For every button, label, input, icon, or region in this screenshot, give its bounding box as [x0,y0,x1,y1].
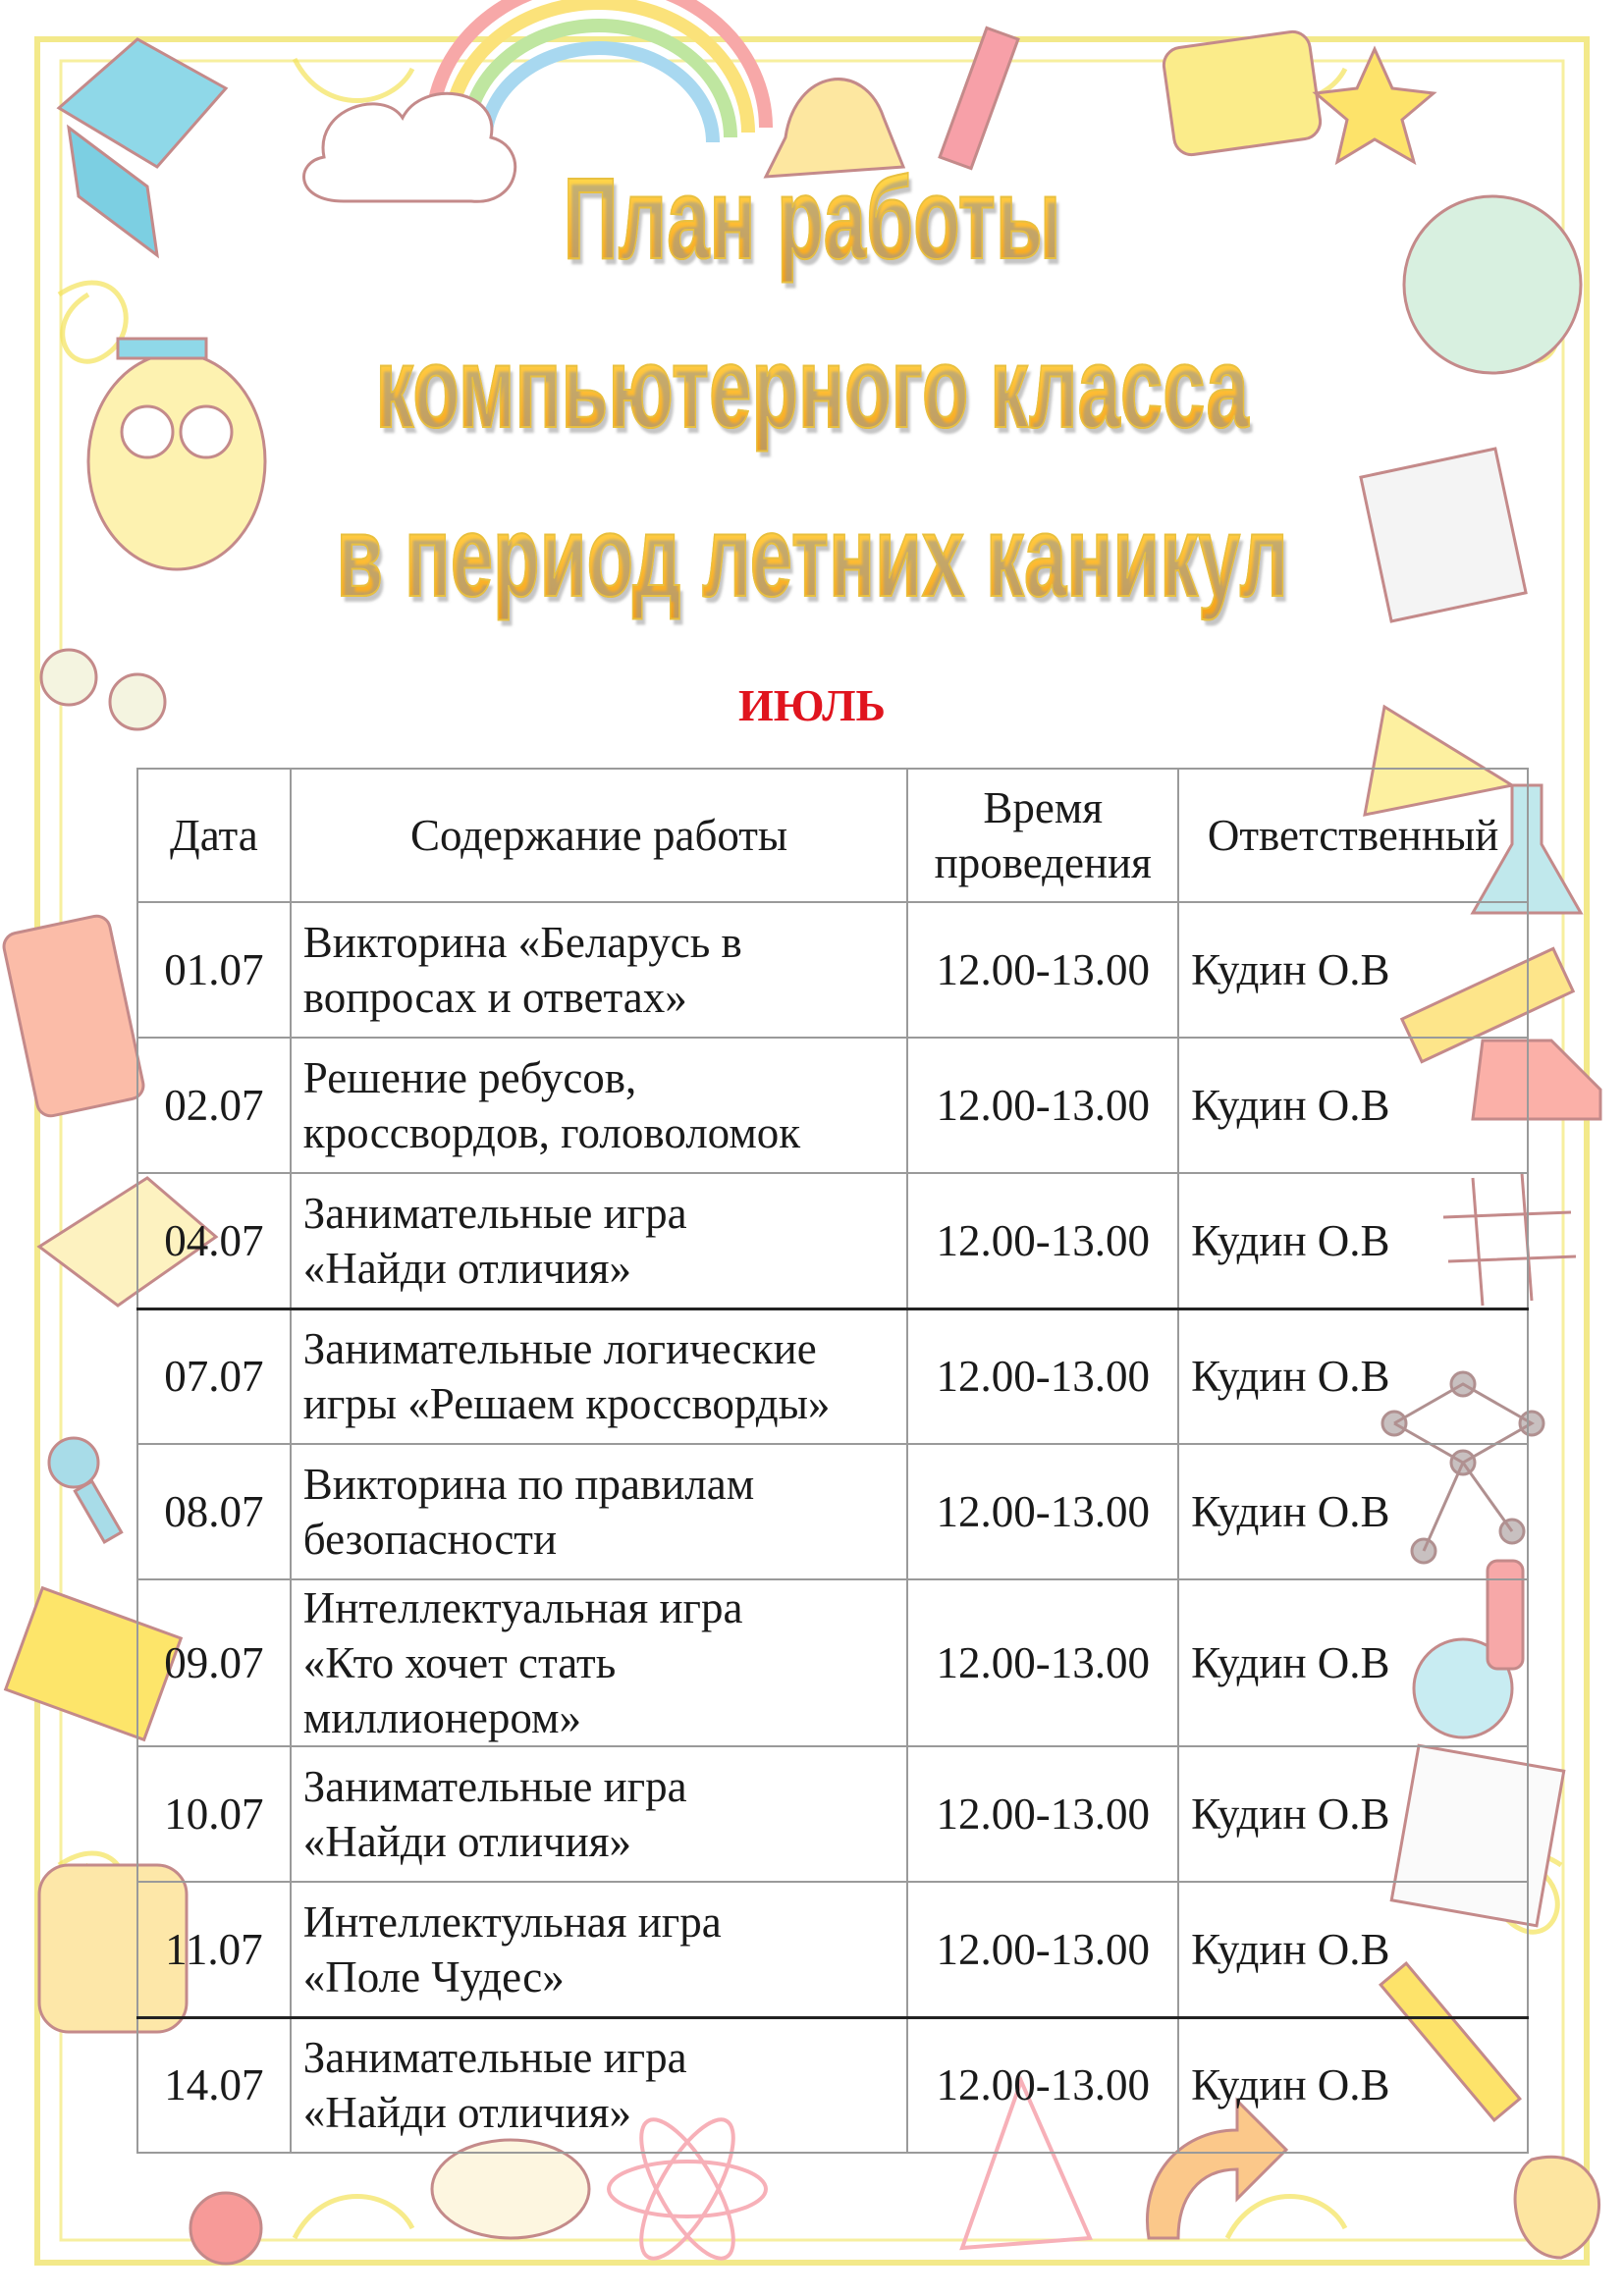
owl-doodle-icon [88,339,265,569]
calculator-doodle-icon [1162,29,1323,157]
row-content-line: Занимательные игра [302,2033,687,2083]
schedule-table [136,768,1529,2154]
page-title-line-1: План работы [276,145,1348,293]
row-time: 12.00-13.00 [907,1579,1178,1746]
row-time: 12.00-13.00 [907,2017,1178,2153]
tablet-doodle-icon [1,914,145,1119]
row-content-line: Интеллектуальная игра [302,1583,743,1632]
row-responsible: Кудин О.В [1178,1444,1528,1579]
row-content [291,902,908,1038]
table-row [137,1444,1528,1579]
row-date: 14.07 [137,2017,291,2153]
row-time: 12.00-13.00 [907,1444,1178,1579]
table-row [137,2017,1528,2153]
row-content-line: «Кто хочет стать [302,1638,617,1687]
row-content [291,1038,908,1173]
row-date: 09.07 [137,1579,291,1746]
table-header-row [137,769,1528,902]
row-responsible: Кудин О.В [1178,1038,1528,1173]
row-content [291,1173,908,1308]
row-date: 04.07 [137,1173,291,1308]
globe-doodle-icon [1404,196,1581,373]
row-content-line: Занимательные логические [302,1324,817,1374]
row-responsible: Кудин О.В [1178,1746,1528,1882]
row-responsible: Кудин О.В [1178,1308,1528,1444]
row-content-line: вопросах и ответах» [302,973,687,1022]
row-content [291,1882,908,2017]
page-title-line-3: в период летних каникул [276,483,1348,630]
row-content [291,1746,908,1882]
row-content-line: кроссвордов, головоломок [302,1108,801,1157]
table-row [137,1173,1528,1308]
row-content-line: Викторина по правилам [302,1460,755,1509]
row-responsible: Кудин О.В [1178,1882,1528,2017]
row-content-line: Интеллектульная игра [302,1896,722,1947]
row-time: 12.00-13.00 [907,1882,1178,2017]
header-time [907,769,1178,902]
row-content-line: игры «Решаем кроссворды» [302,1379,831,1429]
row-date: 08.07 [137,1444,291,1579]
row-responsible: Кудин О.В [1178,1579,1528,1746]
header-time-line-2: проведения [934,838,1152,887]
row-content [291,2017,908,2153]
page-title-line-2: компьютерного класса [276,314,1348,461]
row-time: 12.00-13.00 [907,1173,1178,1308]
book-doodle-icon [59,39,226,255]
row-date: 01.07 [137,902,291,1038]
row-content [291,1308,908,1444]
row-content-line: Занимательные игра [302,1762,687,1811]
apple-doodle-icon [190,2193,261,2264]
row-date: 11.07 [137,1882,291,2017]
notepad-doodle-icon [1361,449,1526,621]
row-content-line: «Поле Чудес» [302,1951,565,2002]
row-content-line: «Найди отличия» [302,1817,631,1866]
table-row [137,1579,1528,1746]
header-date: Дата [137,769,291,902]
row-time: 12.00-13.00 [907,1746,1178,1882]
palette-doodle-icon [432,2140,589,2238]
row-content [291,1444,908,1579]
month-heading: ИЮЛЬ [738,680,886,730]
table-row [137,902,1528,1038]
row-date: 02.07 [137,1038,291,1173]
row-content-line: Викторина «Беларусь в [302,918,742,967]
header-responsible: Ответственный [1178,769,1528,902]
table-row [137,1308,1528,1444]
row-content-line: Решение ребусов, [302,1053,637,1102]
row-date: 07.07 [137,1308,291,1444]
leaf-doodle-icon [1515,2157,1598,2258]
header-time-line-1: Время [983,783,1104,832]
row-content-line: миллионером» [302,1693,581,1742]
row-content-line: безопасности [302,1515,558,1564]
row-content-line: «Найди отличия» [302,2088,631,2138]
row-time: 12.00-13.00 [907,902,1178,1038]
row-responsible: Кудин О.В [1178,1173,1528,1308]
header-content: Содержание работы [291,769,908,902]
row-content [291,1579,908,1746]
row-time: 12.00-13.00 [907,1308,1178,1444]
row-content-line: Занимательные игра [302,1188,687,1238]
row-date: 10.07 [137,1746,291,1882]
row-time: 12.00-13.00 [907,1038,1178,1173]
table-row [137,1746,1528,1882]
row-responsible: Кудин О.В [1178,902,1528,1038]
table-row [137,1038,1528,1173]
row-content-line: «Найди отличия» [302,1243,631,1293]
row-responsible: Кудин О.В [1178,2017,1528,2153]
table-row [137,1882,1528,2017]
